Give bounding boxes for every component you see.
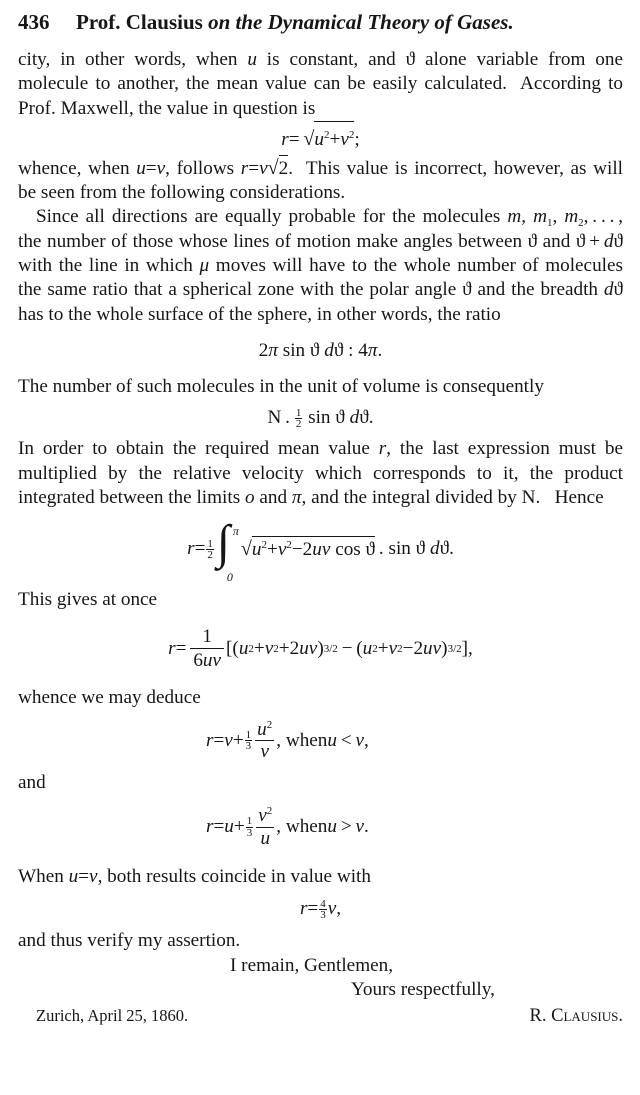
paragraph-7: whence we may deduce bbox=[18, 687, 201, 709]
author-signature: R. Clausius. bbox=[529, 1005, 623, 1026]
running-title bbox=[76, 10, 623, 35]
closing-line-2: Yours respectfully, bbox=[351, 978, 495, 1000]
equation-8: r= $\frac{4}{3}$ v, bbox=[299, 898, 342, 922]
paragraph-9: When u=v, both results coincide in value with bbox=[18, 866, 371, 888]
paragraph-8: and bbox=[18, 771, 46, 793]
running-title-prefix: Prof. Clausius bbox=[76, 10, 203, 34]
running-title-italic: on the Dynamical Theory of Gases. bbox=[208, 10, 514, 34]
equation-7: r = u + $\frac{1}{3}$ $\frac{v^2}{u}$ , when u > v . bbox=[206, 805, 369, 849]
paragraph-1: city, in other words, when u is constant, and ϑ alone variable from one molecule to another, the mean value can be easily calculated. According to Prof. Maxwell, the value in question is bbox=[18, 49, 623, 119]
closing-line-1: I remain, Gentlemen, bbox=[230, 954, 394, 976]
running-header bbox=[18, 10, 623, 48]
paragraph-10: and thus verify my assertion. bbox=[18, 930, 241, 952]
paragraph-5: In order to obtain the required mean value r, the last expression must be multiplied by the relative velocity which corresponds to it, the product integrated between the limits o and π, and the integral divided by N. Hence bbox=[18, 438, 623, 508]
page bbox=[18, 10, 623, 1027]
paragraph-4: The number of such molecules in the unit of volume is consequently bbox=[18, 375, 544, 397]
page-number: 436 bbox=[18, 10, 50, 34]
equation-3: N . $\frac{1}{2}$ sin ϑ dϑ. bbox=[267, 406, 374, 431]
paragraph-2: whence, when u=v, follows r=v√2. This value is incorrect, however, as will be seen from the following considerations. bbox=[18, 156, 624, 204]
equation-6: r = v + $\frac{1}{3}$ $\frac{u^2}{v}$ , when u < v , bbox=[206, 719, 369, 763]
paragraph-3: Since all directions are equally probable for the molecules m, $m_1$, $m_2$, . . . , the number of those whose lines of motion make angles between ϑ and ϑ + dϑ with the line in which μ moves will have to the whole number of molecules the same ratio that a spherical zone with the polar angle ϑ and the breadth dϑ has to the whole surface of the sphere, in other words, the ratio bbox=[18, 206, 624, 325]
equation-1: $r= √u^2+v^2$; bbox=[18, 121, 623, 155]
paragraph-6: This gives at once bbox=[18, 589, 158, 611]
equation-5: r = $\frac{1}{6uv}$ [( u 2 + v 2 +2 uv ) 3/2 − ( u 2 + v 2 −2 uv ) 3/2 ], bbox=[168, 626, 473, 672]
equation-2: 2π sin ϑ dϑ : 4π. bbox=[258, 339, 383, 361]
letter-date: Zurich, April 25, 1860. bbox=[36, 1005, 189, 1025]
signature-line bbox=[18, 1006, 623, 1027]
equation-4: r= $\frac{1}{2}$ ∫ π 0 √ $u^2+v^2-2uv$ cos ϑ . sin ϑ dϑ. bbox=[187, 516, 454, 585]
